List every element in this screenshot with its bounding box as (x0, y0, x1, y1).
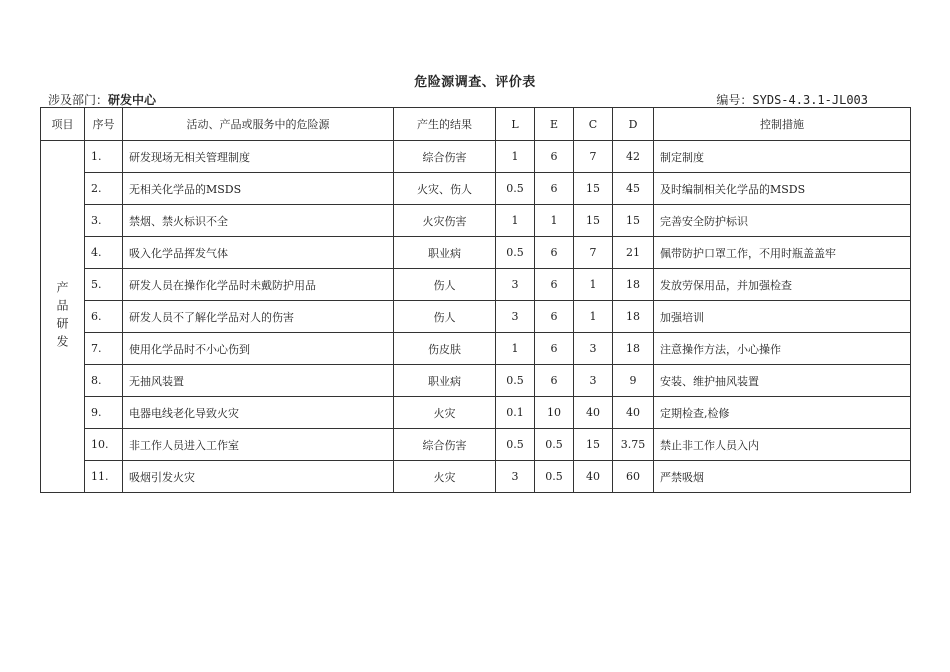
hazard-cell: 非工作人员进入工作室 (123, 429, 394, 461)
seq-cell: 1. (85, 141, 123, 173)
e-value-cell: 6 (535, 237, 574, 269)
d-value-cell: 18 (613, 269, 654, 301)
d-value-cell: 42 (613, 141, 654, 173)
table-row (41, 365, 911, 397)
hazard-cell: 吸烟引发火灾 (123, 461, 394, 493)
control-cell: 注意操作方法，小心操作 (654, 333, 911, 365)
header-e: E (535, 108, 574, 141)
seq-cell: 4. (85, 237, 123, 269)
d-value-cell: 3.75 (613, 429, 654, 461)
e-value-cell: 6 (535, 365, 574, 397)
l-value-cell: 0.1 (496, 397, 535, 429)
c-value-cell: 7 (574, 141, 613, 173)
l-value-cell: 0.5 (496, 173, 535, 205)
hazard-cell: 禁烟、禁火标识不全 (123, 205, 394, 237)
c-value-cell: 3 (574, 365, 613, 397)
seq-cell: 5. (85, 269, 123, 301)
header-control: 控制措施 (654, 108, 911, 141)
e-value-cell: 6 (535, 269, 574, 301)
d-value-cell: 45 (613, 173, 654, 205)
table-row (41, 429, 911, 461)
code-value: SYDS-4.3.1-JL003 (752, 93, 868, 107)
table-row (41, 205, 911, 237)
l-value-cell: 1 (496, 141, 535, 173)
header-seq: 序号 (85, 108, 123, 141)
result-cell: 火灾 (394, 461, 496, 493)
l-value-cell: 0.5 (496, 237, 535, 269)
hazard-cell: 吸入化学品挥发气体 (123, 237, 394, 269)
hazard-cell: 无相关化学品的MSDS (123, 173, 394, 205)
hazard-cell: 研发人员不了解化学品对人的伤害 (123, 301, 394, 333)
c-value-cell: 40 (574, 397, 613, 429)
table-row (41, 301, 911, 333)
l-value-cell: 3 (496, 301, 535, 333)
l-value-cell: 0.5 (496, 429, 535, 461)
l-value-cell: 3 (496, 269, 535, 301)
table-row (41, 173, 911, 205)
hazard-cell: 无抽风装置 (123, 365, 394, 397)
e-value-cell: 0.5 (535, 461, 574, 493)
table-row (41, 397, 911, 429)
l-value-cell: 1 (496, 205, 535, 237)
c-value-cell: 1 (574, 269, 613, 301)
result-cell: 伤皮肤 (394, 333, 496, 365)
e-value-cell: 6 (535, 333, 574, 365)
hazard-cell: 研发现场无相关管理制度 (123, 141, 394, 173)
e-value-cell: 6 (535, 173, 574, 205)
result-cell: 职业病 (394, 365, 496, 397)
hazard-cell: 使用化学品时不小心伤到 (123, 333, 394, 365)
d-value-cell: 40 (613, 397, 654, 429)
hazard-cell: 研发人员在操作化学品时未戴防护用品 (123, 269, 394, 301)
form-title: 危险源调查、评价表 (414, 75, 536, 90)
seq-cell: 2. (85, 173, 123, 205)
c-value-cell: 7 (574, 237, 613, 269)
e-value-cell: 6 (535, 141, 574, 173)
control-cell: 及时编制相关化学品的MSDS (654, 173, 911, 205)
seq-cell: 11. (85, 461, 123, 493)
result-cell: 职业病 (394, 237, 496, 269)
control-cell: 定期检查,检修 (654, 397, 911, 429)
table-row (41, 237, 911, 269)
header-d: D (613, 108, 654, 141)
c-value-cell: 15 (574, 173, 613, 205)
seq-cell: 10. (85, 429, 123, 461)
control-cell: 发放劳保用品，并加强检查 (654, 269, 911, 301)
result-cell: 火灾 (394, 397, 496, 429)
c-value-cell: 1 (574, 301, 613, 333)
d-value-cell: 60 (613, 461, 654, 493)
seq-cell: 3. (85, 205, 123, 237)
control-cell: 加强培训 (654, 301, 911, 333)
d-value-cell: 9 (613, 365, 654, 397)
seq-cell: 7. (85, 333, 123, 365)
e-value-cell: 6 (535, 301, 574, 333)
seq-cell: 9. (85, 397, 123, 429)
d-value-cell: 18 (613, 333, 654, 365)
department-line (48, 91, 156, 108)
c-value-cell: 15 (574, 429, 613, 461)
table-row (41, 333, 911, 365)
result-cell: 伤人 (394, 269, 496, 301)
result-cell: 火灾、伤人 (394, 173, 496, 205)
control-cell: 严禁吸烟 (654, 461, 911, 493)
c-value-cell: 40 (574, 461, 613, 493)
result-cell: 综合伤害 (394, 429, 496, 461)
seq-cell: 6. (85, 301, 123, 333)
document-code (716, 91, 868, 108)
c-value-cell: 3 (574, 333, 613, 365)
hazard-cell: 电器电线老化导致火灾 (123, 397, 394, 429)
c-value-cell: 15 (574, 205, 613, 237)
control-cell: 佩带防护口罩工作，不用时瓶盖盖牢 (654, 237, 911, 269)
header-c: C (574, 108, 613, 141)
e-value-cell: 10 (535, 397, 574, 429)
header-row (41, 108, 911, 141)
l-value-cell: 0.5 (496, 365, 535, 397)
control-cell: 禁止非工作人员入内 (654, 429, 911, 461)
control-cell: 安装、维护抽风装置 (654, 365, 911, 397)
code-label: 编号： (716, 93, 753, 107)
result-cell: 综合伤害 (394, 141, 496, 173)
category-cell: 产品研发 (41, 141, 85, 493)
l-value-cell: 1 (496, 333, 535, 365)
table-row (41, 269, 911, 301)
header-result: 产生的结果 (394, 108, 496, 141)
d-value-cell: 18 (613, 301, 654, 333)
department-label: 涉及部门： (48, 93, 109, 107)
table-row (41, 141, 911, 173)
table-row (41, 461, 911, 493)
d-value-cell: 21 (613, 237, 654, 269)
header-l: L (496, 108, 535, 141)
l-value-cell: 3 (496, 461, 535, 493)
control-cell: 制定制度 (654, 141, 911, 173)
result-cell: 伤人 (394, 301, 496, 333)
department-value: 研发中心 (108, 93, 157, 107)
d-value-cell: 15 (613, 205, 654, 237)
result-cell: 火灾伤害 (394, 205, 496, 237)
e-value-cell: 1 (535, 205, 574, 237)
header-hazard: 活动、产品或服务中的危险源 (123, 108, 394, 141)
header-item: 项目 (41, 108, 85, 141)
hazard-table (40, 107, 911, 493)
control-cell: 完善安全防护标识 (654, 205, 911, 237)
e-value-cell: 0.5 (535, 429, 574, 461)
seq-cell: 8. (85, 365, 123, 397)
